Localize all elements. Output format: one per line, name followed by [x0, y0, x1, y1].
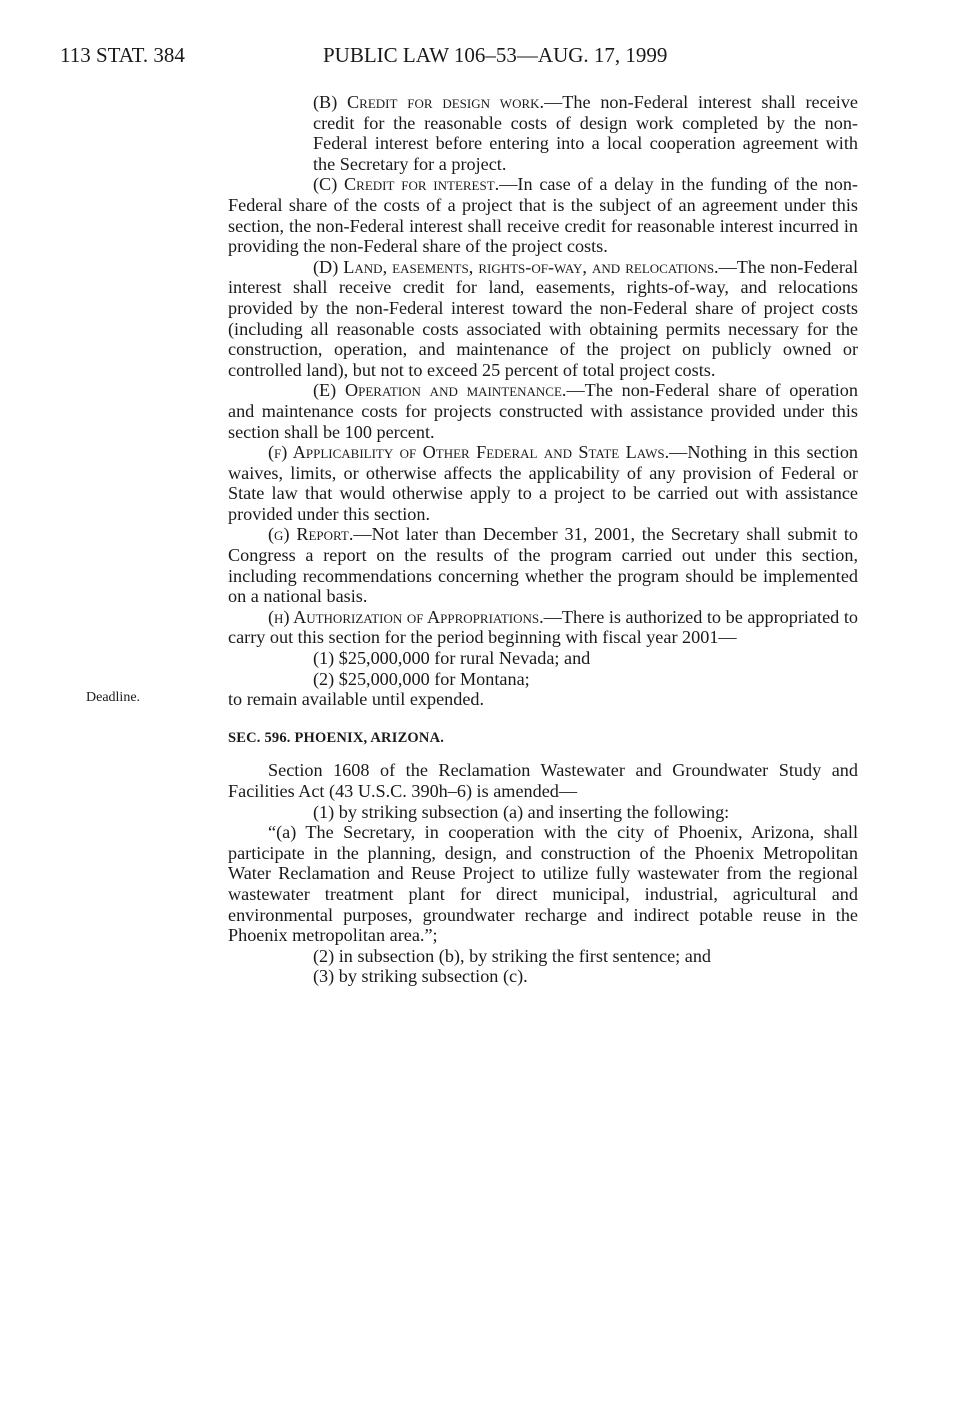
quoted-subsection-a: “(a) The Secretary, in cooperation with the city of Phoenix, Arizona, shall participate in the planning, design, and construction of the Phoenix Metropolitan Water Reclamation and Reuse Project to utilize fully wastewater from the regional wastewater treatment plant for direct municipal, industrial, agricultural and environmental purposes, groundwater recharge and indirect potable reuse in the Phoenix metropolitan area.”;: [228, 822, 858, 946]
amendment-1: (1) by striking subsection (a) and inserting the following:: [313, 801, 730, 822]
subsection-f: [228, 442, 858, 524]
paragraph-c-text: —In case of a delay in the funding of the non-Federal share of the costs of a project that is the subject of an agreement under this section, the non-Federal interest shall receive credit for reasonable interest incurred in providing the non-Federal share of the project costs.: [228, 174, 858, 257]
subsection-h-heading: (h) Authorization of Appropriations.: [268, 606, 544, 627]
paragraph-d: [228, 257, 858, 381]
subsection-g-text: —Not later than December 31, 2001, the Secretary shall submit to Congress a report on the results of the program carried out under this section, including recommendations concerning whether the program should be implemented on a national basis.: [228, 524, 858, 607]
subsection-h: [228, 607, 858, 648]
subsection-g: [228, 524, 858, 606]
paragraph-c-heading: (C) Credit for interest.: [313, 174, 500, 195]
paragraph-b-text: —The non-Federal interest shall receive credit for the reasonable costs of design work completed by the non-Federal interest before entering into a local cooperation agreement with the Secretary for a project.: [313, 92, 858, 174]
public-law-citation: PUBLIC LAW 106–53—AUG. 17, 1999: [323, 43, 668, 67]
paragraph-b: [228, 92, 858, 174]
subsection-f-heading: (f) Applicability of Other Federal and State Laws.: [268, 442, 670, 463]
list-item-h2: (2) $25,000,000 for Montana;: [313, 668, 530, 689]
paragraph-e-text: —The non-Federal share of operation and maintenance costs for projects constructed with assistance provided under this section shall be 100 percent.: [228, 380, 858, 442]
closing-h: to remain available until expended.: [228, 689, 485, 710]
list-item-h1: (1) $25,000,000 for rural Nevada; and: [313, 648, 591, 669]
stat-page-number: 113 STAT. 384: [60, 43, 185, 67]
section-heading: SEC. 596. PHOENIX, ARIZONA.: [228, 729, 445, 746]
amendment-3: (3) by striking subsection (c).: [313, 966, 528, 987]
subsection-f-text: —Nothing in this section waives, limits, or otherwise affects the applicability of any provision of Federal or State law that would otherwise apply to a project to be carried out with assistance provided under this section.: [228, 442, 859, 524]
subsection-g-heading: (g) Report.: [268, 524, 354, 545]
paragraph-b-heading: (B) Credit for design work.: [313, 92, 545, 112]
paragraph-e: [228, 380, 858, 442]
paragraph-c: [228, 174, 858, 256]
paragraph-e-heading: (E) Operation and maintenance.: [313, 380, 567, 401]
margin-note-deadline: Deadline.: [86, 690, 141, 705]
section-intro: Section 1608 of the Reclamation Wastewater and Groundwater Study and Facilities Act (43 U.S.C. 390h–6) is amended—: [228, 760, 858, 801]
amendment-2: (2) in subsection (b), by striking the first sentence; and: [313, 945, 712, 966]
paragraph-d-text: —The non-Federal interest shall receive credit for land, easements, rights-of-way, and relocations provided by the non-Federal interest toward the non-Federal share of project costs (including all reasonable costs associated with obtaining permits necessary for the construction, operation, and maintenance of the project on publicly owned or controlled land), but not to exceed 25 percent of total project costs.: [228, 256, 858, 380]
paragraph-d-heading: (D) Land, easements, rights-of-way, and relocations.: [313, 256, 719, 277]
body-text: [228, 92, 858, 987]
subsection-h-text: —There is authorized to be appropriated to carry out this section for the period beginning with fiscal year 2001—: [228, 606, 858, 648]
